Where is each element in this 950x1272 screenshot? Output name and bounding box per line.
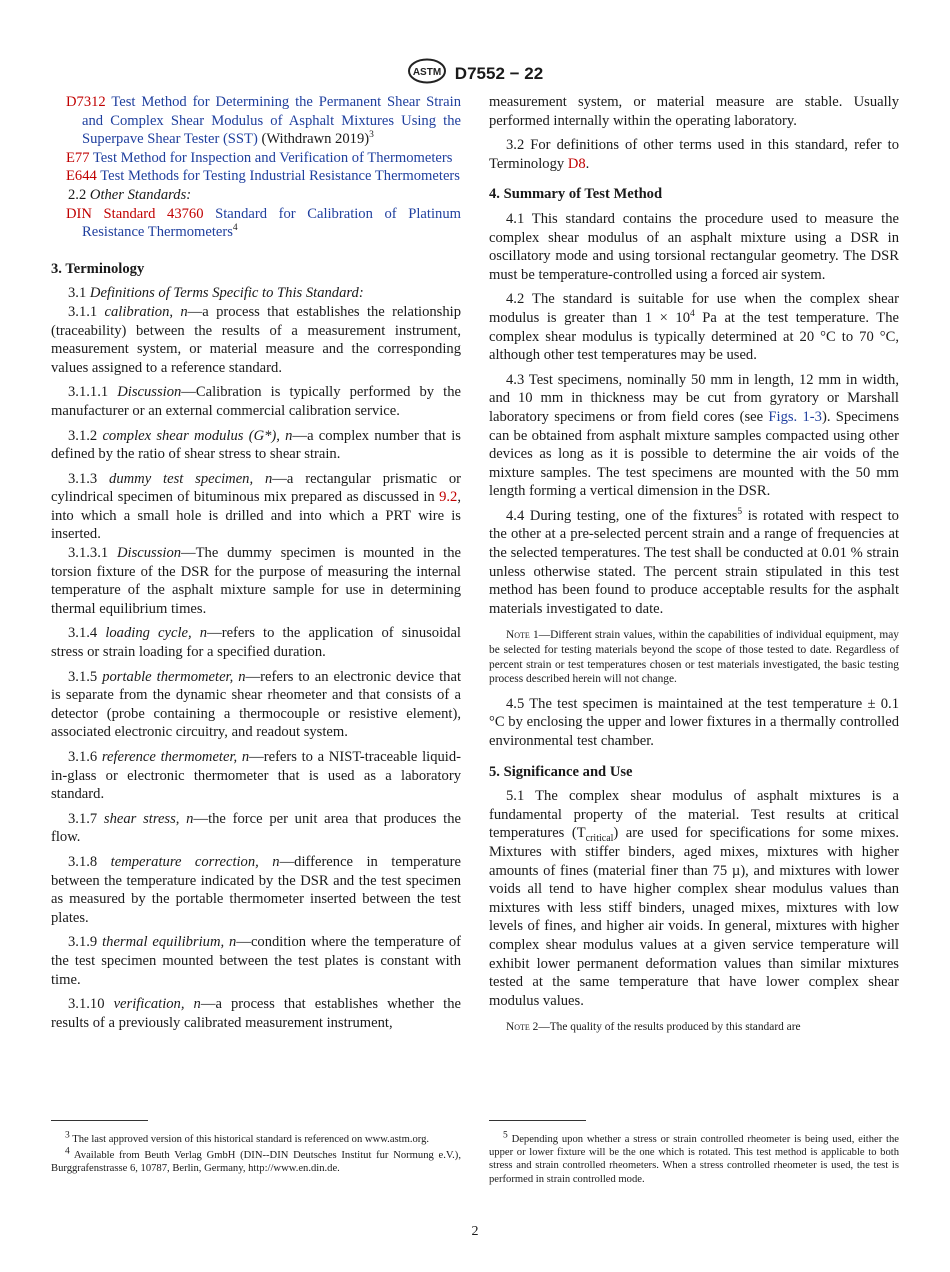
term-definition: 3.1.5 portable thermometer, n—refers to an electronic device that is separate from the dynamic shear rheometer and that consists of a detector (probe containing a thermocouple or resistive element), associated electronic circuitry, and readout system.: [51, 668, 461, 741]
right-footnotes: [489, 1120, 899, 1189]
paragraph: 4.5 The test specimen is maintained at the test temperature ± 0.1 °C by enclosing the upper and lower fixtures in a thermally controlled environmental test chamber.: [489, 695, 899, 749]
ref-code-link[interactable]: E644: [66, 168, 97, 185]
paragraph: 4.1 This standard contains the procedure used to measure the complex shear modulus of an asphalt mixture using a DSR in oscillatory mode and using torsional rectangular geometry. The DSR must be temperature-controlled using a forced air system.: [489, 210, 899, 283]
ref-tail: (Withdrawn 2019): [257, 131, 370, 148]
figure-link[interactable]: Figs. 1-3: [768, 408, 822, 425]
section-title: 5. Significance and Use: [489, 763, 633, 780]
paragraph: 3.2 For definitions of other terms used in this standard, refer to Terminology D8.: [489, 137, 899, 172]
astm-logo-icon: [407, 58, 447, 89]
paragraph: 4.2 The standard is suitable for use when the complex shear modulus is greater than $1 \times 10^4$ Pa at the test temperature. The complex shear modulus is typically determined at 20 °C to 70 °C, although other test temperatures may be used.: [489, 291, 899, 364]
term-definition: 3.1.6 reference thermometer, n—refers to a NIST-traceable liquid-in-glass or electronic thermometer that is used as a laboratory standard.: [51, 749, 461, 803]
reference-item: [51, 167, 461, 186]
section-title: 4. Summary of Test Method: [489, 186, 663, 203]
paragraph: 4.3 Test specimens, nominally 50 mm in length, 12 mm in width, and 10 mm in thickness may be cut from gyratory or Marshall laboratory specimens or from field cores (see Figs. 1-3). Specimens can be obtained from asphalt mixture samples compacted using other devices as long as it is possible to determine the air voids of the mixture samples. The test specimens are mounted with the 50 mm length forming a vertical dimension in the DSR.: [489, 371, 900, 500]
paragraph: measurement system, or material measure are stable. Usually performed internally within the operating laboratory.: [489, 94, 899, 129]
term-definition: 3.1.3.1 Discussion—The dummy specimen is mounted in the torsion fixture of the DSR for the purpose of measuring the internal temperature of the asphalt mixture sample for use in determining thermal equilibrium times.: [51, 545, 461, 617]
left-footnotes: [51, 1120, 461, 1179]
note: Note 2—The quality of the results produced by this standard are: [506, 1021, 801, 1034]
term-definition: 3.1.7 shear stress, n—the force per unit area that produces the flow.: [51, 810, 461, 846]
footnote-ref: 3: [369, 130, 374, 141]
term-definition: 3.1.3 dummy test specimen, n—a rectangular prismatic or cylindrical specimen of bituminous mix prepared as discussed in 9.2, into which a small hole is drilled and into which a PRT wire is inserted.: [51, 470, 462, 543]
ref-title-link[interactable]: Test Method for Determining the Permanent Shear Strain and Complex Shear Modulus of Asphalt Mixtures Using the Superpave Shear Tester (SST): [82, 94, 461, 148]
left-column: [51, 93, 461, 1038]
note: Note 1—Different strain values, within the capabilities of individual equipment, may be selected for testing materials beyond the scope of those tested to date. Regardless of percent strain or test temperatures chosen or test materials investigated, the basic testing process described herein will not change.: [489, 629, 899, 686]
term-definition: 3.1.8 temperature correction, n—difference in temperature between the temperature indicated by the DSR and the test specimen as measured by the portable thermometer inserted between the test plates.: [51, 853, 461, 926]
ref-code-link[interactable]: D7312: [66, 94, 106, 110]
page-header: [0, 58, 950, 89]
paragraph: 4.4 During testing, one of the fixtures$^5$ is rotated with respect to the other at a pre-selected percent strain and a range of frequencies at the selected temperatures. The test shall be conducted at 0.01 % strain unless otherwise stated. The percent strain stipulated in this test method has been found to produce acceptable results for the asphalt materials investigated to date.: [489, 507, 899, 617]
other-standards-heading: 2.2 Other Standards:: [68, 186, 192, 203]
term-definition: 3.1.2 complex shear modulus (G*), n—a complex number that is defined by the ratio of shear stress to shear strain.: [51, 427, 461, 463]
reference-item: [51, 149, 461, 168]
footnote: $^5$ Depending upon whether a stress or strain controlled rheometer is being used, either the upper or lower fixture will be the one which is rotated. This test method is applicable to both stress and strain controlled rheometers. When a stress controlled rheometer is used, the test is performed in strain controlled mode.: [489, 1130, 900, 1185]
ref-title-link[interactable]: Standard for Calibration of Platinum Resistance Thermometers: [82, 205, 461, 241]
footnote-divider: [489, 1120, 586, 1121]
term-definition: 3.1.4 loading cycle, n—refers to the application of sinusoidal stress or strain loading for a specified duration.: [51, 625, 461, 661]
term-definition: 3.1.1.1 Discussion—Calibration is typically performed by the manufacturer or an external commercial calibration service.: [51, 384, 461, 419]
reference-item: [51, 93, 461, 149]
term-definition: 3.1.9 thermal equilibrium, n—condition where the temperature of the test specimen mounted between the test plates is constant with time.: [51, 934, 461, 988]
right-column: [489, 93, 899, 1043]
standard-link[interactable]: D8: [567, 155, 586, 172]
term-definition: 3.1.10 verification, n—a process that establishes whether the results of a previously calibrated measurement instrument,: [51, 996, 461, 1031]
ref-title-link[interactable]: Test Methods for Testing Industrial Resistance Thermometers: [100, 168, 460, 185]
page-number: 2: [471, 1224, 479, 1239]
ref-title-link[interactable]: Test Method for Inspection and Verification of Thermometers: [92, 149, 453, 166]
svg-text:ASTM: ASTM: [412, 67, 441, 78]
section-title: 3. Terminology: [51, 260, 145, 277]
paragraph: 5.1 The complex shear modulus of asphalt mixtures is a fundamental property of the material. Test results at critical temperatures $(T_{critical})$ are used for specifications for some mixes. Mixtures with stiffer binders, aged mixes, mixtures with higher amounts of fines (material finer than 75 µ), and mixtures with lower voids all tend to have higher complex shear modulus values than mixtures with less stiff binders, unaged mixes, mixtures with low levels of fines, and higher air voids. In general, mixtures with higher complex shear modulus values at a given service temperature will exhibit lower permanent deformation values than similar mixtures tested at the same temperature that have lower complex shear modulus values.: [489, 788, 899, 1009]
ref-code-link[interactable]: DIN Standard 43760: [66, 205, 204, 222]
footnote-divider: [51, 1120, 148, 1121]
term-definition: 3.1.1 calibration, n—a process that establishes the relationship (traceability) between the results of a measurement instrument, measurement system, or material measure and the corresponding values assigned to a reference standard.: [51, 303, 461, 376]
document-id: D7552 − 22: [454, 63, 544, 83]
ref-code-link[interactable]: E77: [66, 149, 90, 166]
paragraph: 3.1 Definitions of Terms Specific to This Standard:: [68, 285, 364, 302]
reference-item: [51, 205, 461, 242]
section-link[interactable]: 9.2: [439, 489, 458, 506]
footnote: $^4$ Available from Beuth Verlag GmbH (DIN--DIN Deutsches Institut fur Normung e.V.), Burggrafenstrasse 6, 10787, Berlin, Germany, http://www.en.din.de.: [51, 1146, 461, 1175]
footnote-ref: 4: [232, 223, 238, 234]
footnote: $^3$ The last approved version of this historical standard is referenced on www.astm.org.: [65, 1130, 430, 1145]
